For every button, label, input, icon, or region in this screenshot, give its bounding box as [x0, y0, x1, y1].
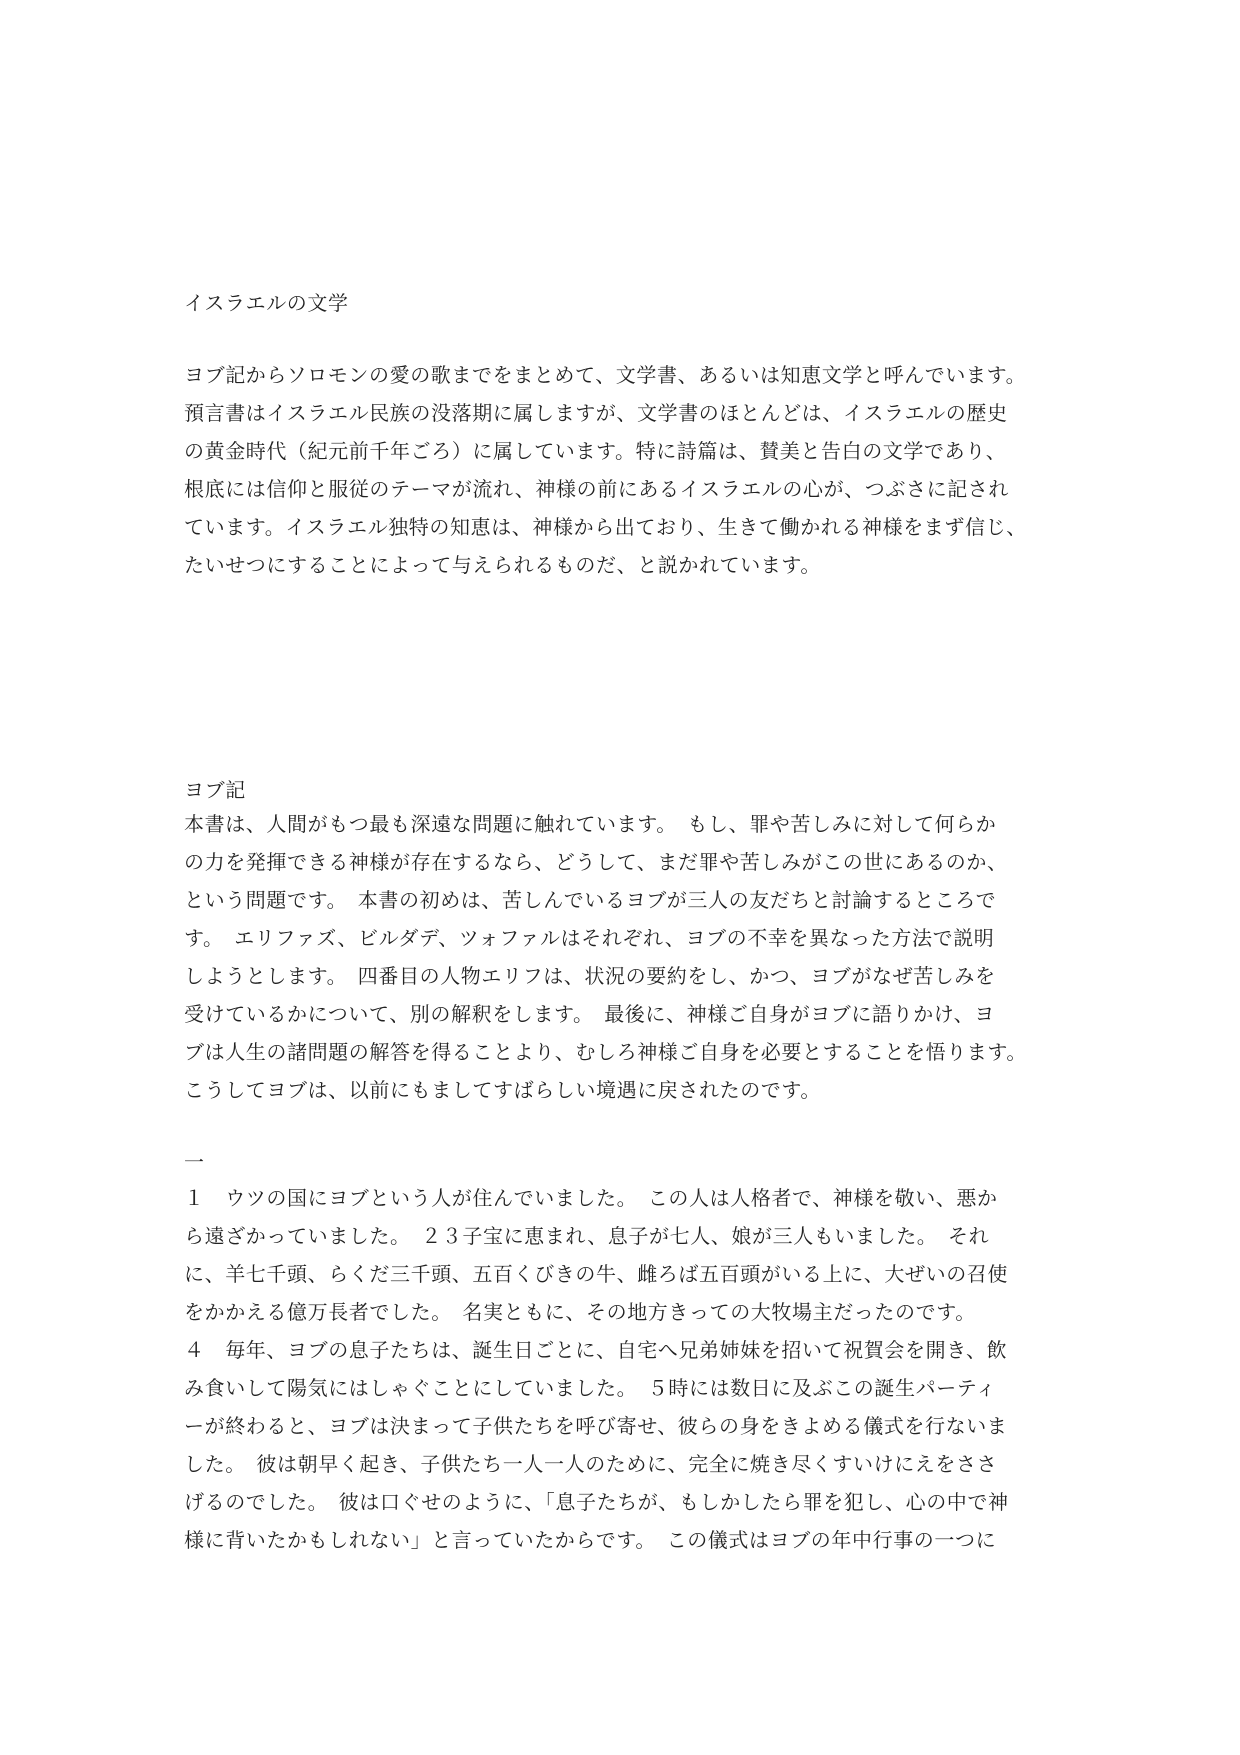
section-title-israel-literature	[184, 284, 1060, 322]
paragraph-line: 預言書はイスラエル民族の没落期に属しますが、文学書のほとんどは、イスラエルの歴史	[184, 401, 1008, 425]
section-body-israel-literature	[184, 356, 1060, 584]
chapter-one-body	[184, 1179, 1060, 1559]
paragraph-line: 受けているかについて、別の解釈をします。 最後に、神様ご自身がヨブに語りかけ、ヨ	[184, 1002, 995, 1026]
verse-line: に、羊七千頭、らくだ三千頭、五百くびきの牛、雌ろば五百頭がいる上に、大ぜいの召使	[184, 1262, 1008, 1286]
verse-line: をかかえる億万長者でした。 名実ともに、その地方きっての大牧場主だったのです。	[184, 1300, 976, 1324]
section-body-job-intro	[184, 805, 1060, 1109]
verse-line: げるのでした。 彼は口ぐせのように、「息子たちが、もしかしたら罪を犯し、心の中で神	[184, 1490, 1009, 1514]
paragraph-line: たいせつにすることによって与えられるものだ、と説かれています。	[184, 553, 821, 577]
verse-line: ーが終わると、ヨブは決まって子供たちを呼び寄せ、彼らの身をきよめる儀式を行ないま	[184, 1414, 1008, 1438]
paragraph-line: しようとします。 四番目の人物エリフは、状況の要約をし、かつ、ヨブがなぜ苦しみを	[184, 964, 996, 988]
verse-line: ４ 毎年、ヨブの息子たちは、誕生日ごとに、自宅へ兄弟姉妹を招いて祝賀会を開き、飲	[184, 1338, 1008, 1362]
section-heading: ヨブ記	[184, 778, 246, 802]
paragraph-line: 本書は、人間がもつ最も深遠な問題に触れています。 もし、罪や苦しみに対して何らか	[184, 812, 997, 836]
paragraph-line: ています。イスラエル独特の知恵は、神様から出ており、生きて働かれる神様をまず信じ、	[184, 515, 1027, 539]
chapter-mark	[184, 1143, 1060, 1181]
paragraph-line: の黄金時代（紀元前千年ごろ）に属しています。特に詩篇は、賛美と告白の文学であり、	[184, 439, 1007, 463]
paragraph-line: 根底には信仰と服従のテーマが流れ、神様の前にあるイスラエルの心が、つぶさに記され	[184, 477, 1009, 501]
paragraph-line: す。 エリファズ、ビルダデ、ツォファルはそれぞれ、ヨブの不幸を異なった方法で説明	[184, 926, 995, 950]
paragraph-line: の力を発揮できる神様が存在するなら、どうして、まだ罪や苦しみがこの世にあるのか、	[184, 850, 1008, 874]
paragraph-line: ブは人生の諸問題の解答を得ることより、むしろ神様ご自身を必要とすることを悟ります。	[184, 1040, 1027, 1064]
verse-line: した。 彼は朝早く起き、子供たち一人一人のために、完全に焼き尽くすいけにえをささ	[184, 1452, 998, 1476]
paragraph-line: という問題です。 本書の初めは、苦しんでいるヨブが三人の友だちと討論するところで	[184, 888, 997, 912]
verse-line: ら遠ざかっていました。 ２３子宝に恵まれ、息子が七人、娘が三人もいました。 それ	[184, 1224, 990, 1248]
verse-line: 様に背いたかもしれない」と言っていたからです。 この儀式はヨブの年中行事の一つに	[184, 1528, 997, 1552]
paragraph-line: こうしてヨブは、以前にもましてすばらしい境遇に戻されたのです。	[184, 1078, 821, 1102]
paragraph-line: ヨブ記からソロモンの愛の歌までをまとめて、文学書、あるいは知恵文学と呼んでいます。	[184, 363, 1027, 387]
verse-line: １ ウツの国にヨブという人が住んでいました。 この人は人格者で、神様を敬い、悪か	[184, 1186, 998, 1210]
section-title-job	[184, 771, 1060, 809]
verse-line: み食いして陽気にはしゃぐことにしていました。 ５時には数日に及ぶこの誕生パーティ	[184, 1376, 997, 1400]
chapter-number: 一	[184, 1150, 205, 1174]
section-heading: イスラエルの文学	[184, 291, 349, 315]
